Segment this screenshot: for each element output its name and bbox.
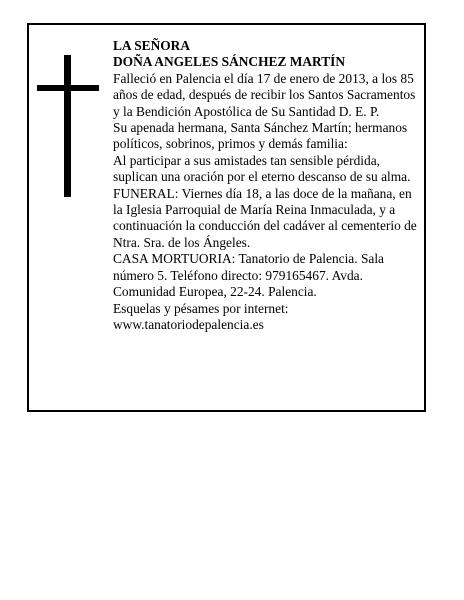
cross-vertical-bar bbox=[64, 55, 71, 197]
cross-horizontal-bar bbox=[37, 85, 99, 91]
latin-cross-icon bbox=[37, 55, 99, 197]
online-condolences-label: Esquelas y pésames por internet: bbox=[113, 300, 289, 316]
funeral-home-website: www.tanatoriodepalencia.es bbox=[113, 316, 264, 332]
funeral-home-paragraph: CASA MORTUORIA: Tanatorio de Palencia. Sala número 5. Teléfono directo: 979165467. Avda. Comunidad Europea, 22-24. Palencia. bbox=[113, 251, 384, 300]
notice-title: LA SEÑORA bbox=[113, 38, 191, 53]
death-details-paragraph: Falleció en Palencia el día 17 de enero de 2013, a los 85 años de edad, después de recibir los Santos Sacramentos y la Bendición Apostólica de Su Santidad D. E. P. bbox=[113, 70, 416, 119]
prayer-request-paragraph: Al participar a sus amistades tan sensible pérdida, suplican una oración por el eterno descanso de su alma. bbox=[113, 152, 411, 185]
family-paragraph: Su apenada hermana, Santa Sánchez Martín; hermanos políticos, sobrinos, primos y demás familia: bbox=[113, 120, 408, 152]
funeral-paragraph: FUNERAL: Viernes día 18, a las doce de la mañana, en la Iglesia Parroquial de María Reina Inmaculada, y a continuación la conducción del cadáver al cementerio de Ntra. Sra. de los Ángeles. bbox=[113, 185, 417, 250]
deceased-name: DOÑA ANGELES SÁNCHEZ MARTÍN bbox=[113, 54, 346, 70]
obituary-text-block bbox=[113, 38, 421, 333]
